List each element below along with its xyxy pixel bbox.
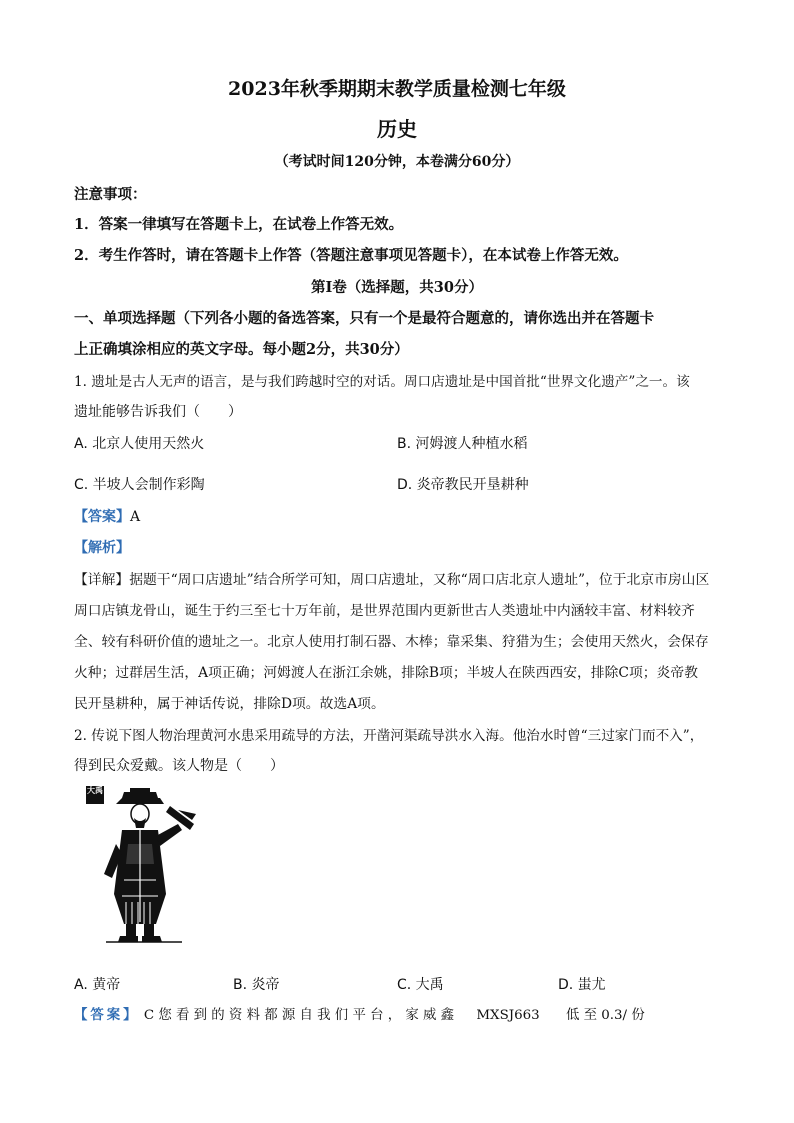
subject-title: 历史	[377, 117, 417, 141]
figure-seal	[86, 786, 104, 804]
answer-tag: 【答案】	[74, 1008, 140, 1023]
q1-option-d: D. 炎帝教民开垦耕种	[397, 477, 529, 493]
detail-text: 据题干“周口店遗址”结合所学可知，周口店遗址，又称“周口店北京人遗址”，位于北京市房山区	[129, 572, 710, 588]
analysis-tag: 【解析】	[74, 540, 130, 556]
q2-stem-line-1: 2. 传说下图人物治理黄河水患采用疏导的方法，开凿河渠疏导洪水入海。他治水时曾“三过家门而不入”，	[74, 728, 704, 744]
section-label: 第Ⅰ卷（选择题，共30分）	[311, 279, 483, 296]
q1-detail-line-5: 民开垦耕种，属于神话传说，排除D项。故选A项。	[74, 696, 385, 712]
seal-text: 大禹	[87, 786, 103, 795]
q1-analysis	[74, 537, 130, 557]
exam-info: （考试时间120分钟，本卷满分60分）	[274, 154, 520, 170]
exam-title: 2023年秋季期期末教学质量检测七年级	[228, 78, 566, 100]
detail-tag: 【详解】	[74, 572, 130, 588]
da-yu-woodcut-svg	[86, 784, 198, 944]
notice-heading: 注意事项：	[74, 186, 147, 203]
section-instruction-1: 一、单项选择题（下列各小题的备选答案，只有一个是最符合题意的，请你选出并在答题卡	[74, 310, 654, 327]
da-yu-figure-image	[86, 784, 198, 944]
q2-answer-line	[74, 1004, 720, 1023]
answer-tag: 【答案】	[74, 509, 130, 525]
q2-option-c: C. 大禹	[397, 977, 444, 993]
watermark-code: MXSJ663	[476, 1008, 540, 1023]
q1-answer	[74, 506, 140, 526]
q2-option-b: B. 炎帝	[233, 977, 280, 993]
q1-detail-line-1	[74, 568, 709, 588]
q1-detail-line-2: 周口店镇龙骨山，诞生于约三至七十万年前，是世界范围内更新世古人类遗址中内涵较丰富、材料较齐	[74, 603, 695, 619]
answer-value: A	[130, 509, 141, 525]
watermark-price: 低 至 0.3/ 份	[565, 1008, 645, 1023]
q1-option-c: C. 半坡人会制作彩陶	[74, 477, 205, 493]
q2-option-a: A. 黄帝	[74, 977, 121, 993]
answer-text: C 您 看 到 的 资 料 都 源 自 我 们 平 台 ， 家 威 鑫	[143, 1008, 455, 1023]
q1-detail-line-3: 全、较有科研价值的遗址之一。北京人使用打制石器、木棒；靠采集、狩猎为生；会使用天然火，会保存	[74, 634, 709, 650]
q1-option-a: A. 北京人使用天然火	[74, 436, 205, 452]
q1-option-b: B. 河姆渡人种植水稻	[397, 436, 528, 452]
q1-detail-line-4: 火种；过群居生活，A项正确；河姆渡人在浙江余姚，排除B项；半坡人在陕西西安，排除C项；炎帝教	[74, 665, 698, 681]
q2-stem-line-2: 得到民众爱戴。该人物是（ ）	[74, 758, 284, 774]
q2-option-d: D. 蚩尤	[558, 977, 606, 993]
notice-item-1: 1．答案一律填写在答题卡上，在试卷上作答无效。	[74, 216, 404, 233]
q1-stem-line-2: 遗址能够告诉我们（ ）	[74, 404, 242, 420]
section-instruction-2: 上正确填涂相应的英文字母。每小题2分，共30分）	[74, 341, 409, 358]
q1-stem-line-1: 1. 遗址是古人无声的语言，是与我们跨越时空的对话。周口店遗址是中国首批“世界文化遗产”之一。该	[74, 374, 690, 390]
notice-item-2: 2．考生作答时，请在答题卡上作答（答题注意事项见答题卡），在本试卷上作答无效。	[74, 247, 628, 264]
